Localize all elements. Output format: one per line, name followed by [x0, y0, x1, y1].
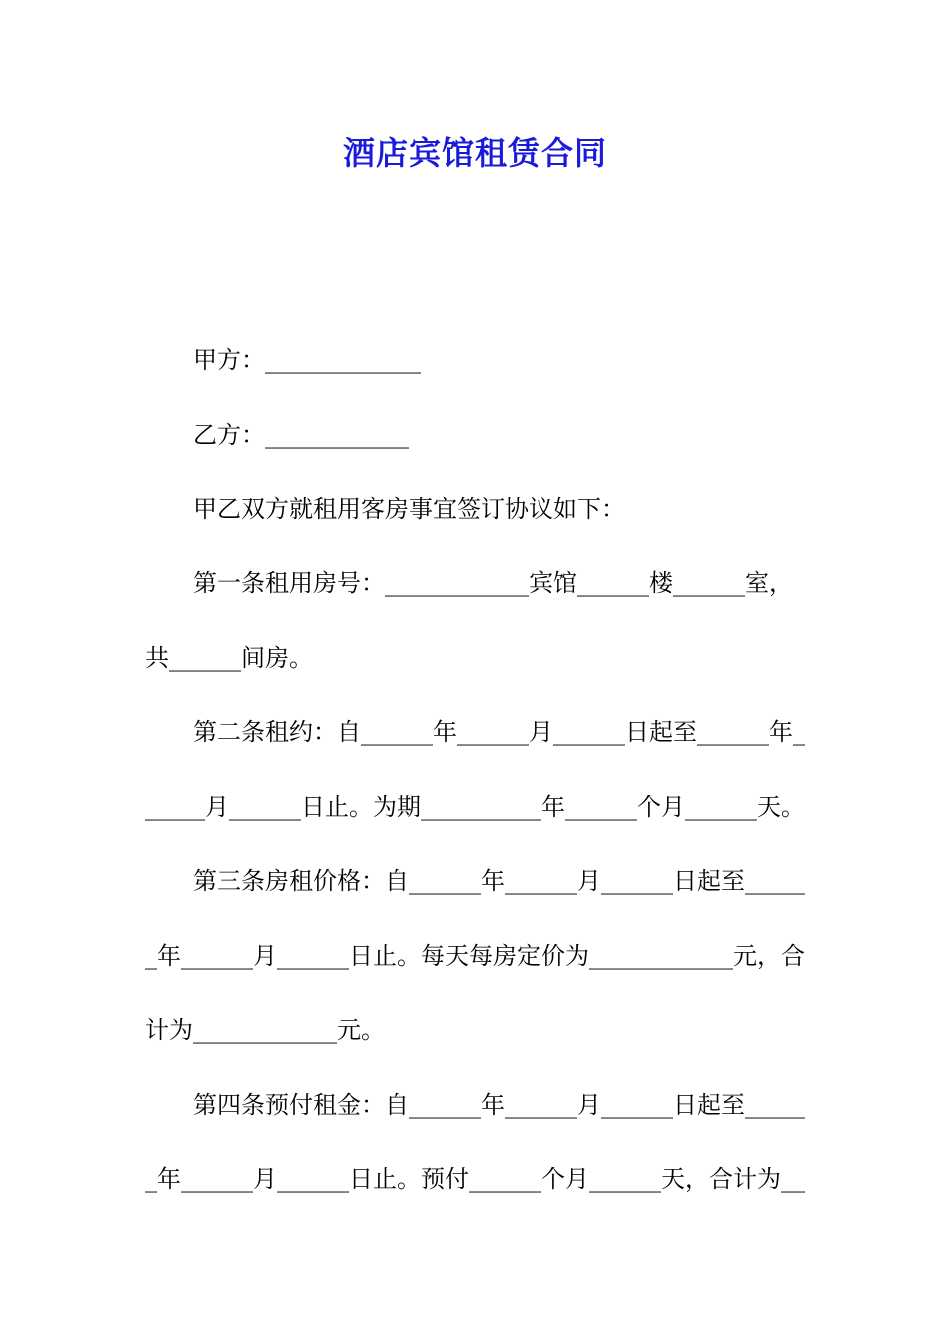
article-4-line-2: _年______月______日止。预付______个月______天，合计为__ [145, 1165, 805, 1193]
article-1-line-1: 第一条租用房号：____________宾馆______楼______室， [193, 569, 793, 597]
article-3-line-2: _年______月______日止。每天每房定价为____________元，合 [145, 942, 805, 970]
article-4-line-1: 第四条预付租金：自______年______月______日起至_____ [193, 1091, 805, 1119]
article-1-line-2: 共______间房。 [145, 644, 313, 672]
article-3-line-1: 第三条房租价格：自______年______月______日起至_____ [193, 867, 805, 895]
article-2-line-2: _____月______日止。为期__________年______个月______天。 [145, 793, 805, 821]
article-2-line-1: 第二条租约：自______年______月______日起至______年_ [193, 718, 805, 746]
party-a-line: 甲方：_____________ [193, 346, 421, 374]
article-3-line-3: 计为____________元。 [145, 1016, 385, 1044]
party-b-line: 乙方：____________ [193, 421, 409, 449]
agreement-intro: 甲乙双方就租用客房事宜签订协议如下： [193, 495, 625, 523]
document-title: 酒店宾馆租赁合同 [342, 134, 607, 172]
